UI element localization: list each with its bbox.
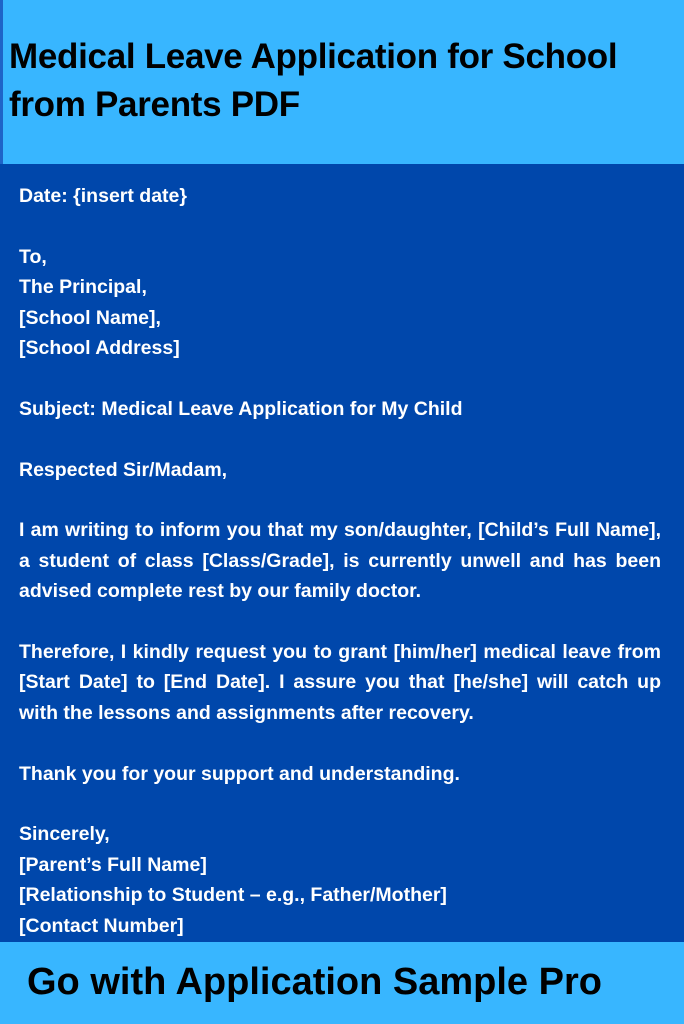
brand-text: Go with Application Sample Pro: [27, 961, 602, 1003]
header-banner: [0, 0, 684, 164]
closing-line: [Parent’s Full Name]: [19, 853, 207, 876]
address-line: [School Name],: [19, 306, 161, 329]
page-title-line-2: from Parents PDF: [9, 85, 300, 124]
letter-salutation: Respected Sir/Madam,: [19, 458, 228, 481]
closing-line: Sincerely,: [19, 823, 110, 846]
letter-subject: Subject: Medical Leave Application for My Child: [19, 397, 463, 420]
address-line: To,: [19, 245, 47, 268]
closing-line: [Contact Number]: [19, 914, 184, 937]
letter-paragraph-2: Therefore, I kindly request you to grant [him/her] medical leave from [Start Date] to [End Date]. I assure you that [he/she] will catch up with the lessons and assignments after recovery.: [19, 641, 661, 724]
letter-date: Date: {insert date}: [19, 185, 187, 207]
address-line: The Principal,: [19, 276, 147, 299]
address-line: [School Address]: [19, 337, 180, 360]
letter-address: [19, 242, 661, 364]
closing-line: [Relationship to Student – e.g., Father/Mother]: [19, 884, 447, 907]
letter-closing: [19, 819, 661, 941]
page-title: [9, 33, 669, 129]
letter-paragraph-1: I am writing to inform you that my son/daughter, [Child’s Full Name], a student of class [Class/Grade], is currently unwell and has been advised complete rest by our family doctor.: [19, 519, 661, 603]
page-title-line-1: Medical Leave Application for School: [9, 37, 618, 76]
letter-thanks: Thank you for your support and understanding.: [19, 762, 460, 785]
letter-body: [19, 181, 661, 971]
footer-banner: [0, 942, 684, 1024]
